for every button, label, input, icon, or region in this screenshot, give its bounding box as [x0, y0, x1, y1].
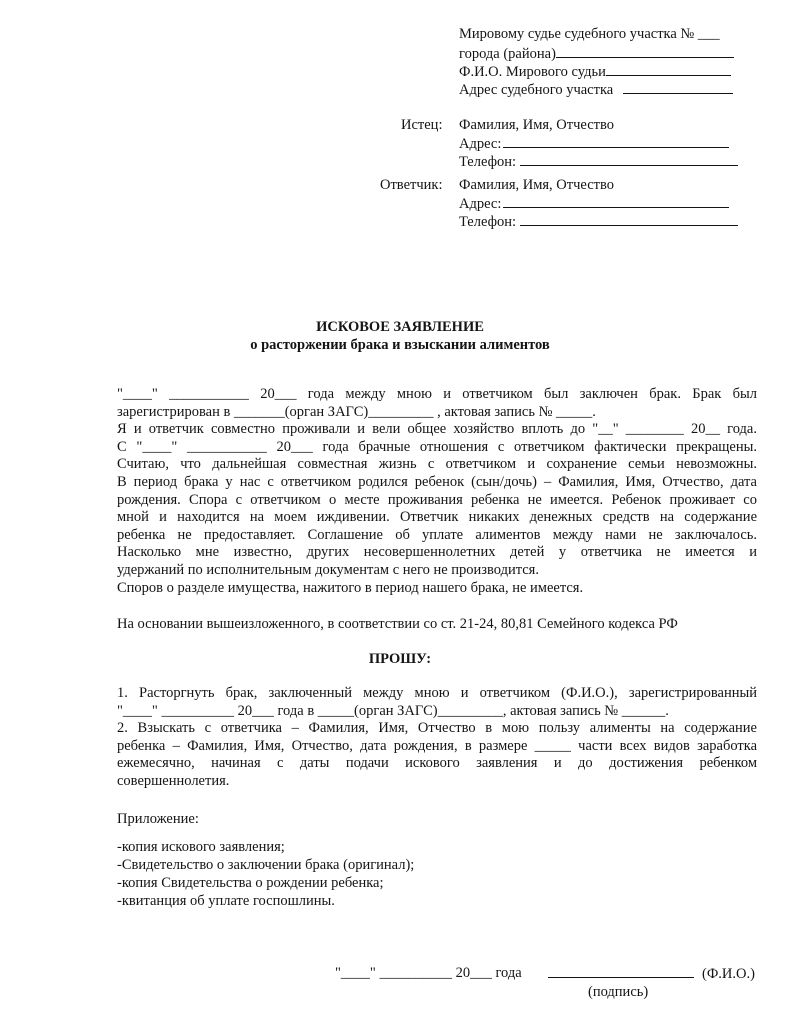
signature-line	[548, 964, 755, 983]
request-line: 1. Расторгнуть брак, заключенный между мною и ответчиком (Ф.И.О.), зарегистрированный	[117, 685, 757, 701]
defendant-phone-label: Телефон:	[459, 214, 517, 230]
defendant-address-label: Адрес:	[459, 196, 502, 212]
court-city-blank	[556, 44, 734, 58]
signature-caption: (подпись)	[588, 984, 649, 1000]
court-line-2	[459, 44, 734, 63]
body-line: Насколько мне известно, других несовершеннолетних детей у ответчика не имеется и	[117, 544, 757, 561]
body-line: Считаю, что дальнейшая совместная жизнь с ответчиком и сохранение семьи невозможны.	[117, 456, 757, 473]
attachments-heading: Приложение:	[117, 811, 199, 827]
judge-blank	[606, 62, 731, 76]
court-address-blank	[623, 80, 733, 94]
body-line: Споров о разделе имущества, нажитого в период нашего брака, не имеется.	[117, 579, 584, 596]
defendant-address-line	[459, 194, 729, 213]
attachment-item: -Свидетельство о заключении брака (оригинал);	[117, 857, 415, 873]
request-heading: ПРОШУ:	[368, 651, 432, 667]
court-address-label: Адрес судебного участка	[459, 82, 614, 98]
legal-basis: На основании вышеизложенного, в соответствии со ст. 21-24, 80,81 Семейного кодекса РФ	[117, 616, 678, 632]
defendant-phone-line	[459, 212, 738, 231]
judge-label: Ф.И.О. Мирового судьи	[459, 64, 606, 80]
attachment-item: -копия искового заявления;	[117, 839, 285, 855]
request-line: ребенка – Фамилия, Имя, Отчество, дата рождения, в размере _____ части всех видов заработка	[117, 737, 757, 754]
body-line: В период брака у нас с ответчиком родился ребенок (сын/дочь) – Фамилия, Имя, Отчество, дата	[117, 473, 757, 490]
signature-blank	[548, 964, 694, 978]
document-title: ИСКОВОЕ ЗАЯВЛЕНИЕ	[316, 319, 484, 335]
request-line: "____" __________ 20___ года в _____(орган ЗАГС)_________, актовая запись № ______.	[117, 702, 669, 719]
defendant-name: Фамилия, Имя, Отчество	[459, 177, 614, 193]
request-body	[117, 685, 757, 791]
document-subtitle: о расторжении брака и взыскании алиментов	[250, 337, 550, 353]
plaintiff-address-line	[459, 134, 729, 153]
defendant-role: Ответчик:	[380, 177, 443, 193]
signature-date: "____" __________ 20___ года	[335, 965, 522, 981]
court-line-1: Мировому судье судебного участка № ___	[459, 26, 720, 42]
attachment-item: -квитанция об уплате госпошлины.	[117, 893, 335, 909]
signature-fio: (Ф.И.О.)	[702, 966, 755, 982]
body-line: С "____" ___________ 20___ года брачные отношения с ответчиком фактически прекращены.	[117, 438, 757, 455]
claim-body	[117, 386, 757, 597]
defendant-phone-blank	[520, 212, 738, 226]
plaintiff-address-label: Адрес:	[459, 136, 502, 152]
judge-line	[459, 62, 731, 81]
body-line: удержаний по исполнительным документам с него не производится.	[117, 561, 539, 578]
body-line: ребенка не предоставляет. Соглашение об уплате алиментов между нами не заключалось.	[117, 526, 757, 543]
plaintiff-phone-label: Телефон:	[459, 154, 517, 170]
plaintiff-name: Фамилия, Имя, Отчество	[459, 117, 614, 133]
plaintiff-phone-line	[459, 152, 738, 171]
plaintiff-address-blank	[503, 134, 729, 148]
plaintiff-phone-blank	[520, 152, 738, 166]
defendant-address-blank	[503, 194, 729, 208]
attachment-item: -копия Свидетельства о рождении ребенка;	[117, 875, 384, 891]
request-line: 2. Взыскать с ответчика – Фамилия, Имя, Отчество в мою пользу алименты на содержание	[117, 720, 757, 737]
court-address-line	[459, 80, 733, 99]
body-line: мной и находится на моем иждивении. Ответчик никаких денежных средств на содержание	[117, 509, 757, 526]
body-line: зарегистрирован в _______(орган ЗАГС)_________ , актовая запись № _____.	[117, 403, 596, 420]
request-line: совершеннолетия.	[117, 772, 230, 789]
body-line: рождения. Спора с ответчиком о месте проживания ребенка не имеется. Ребенок проживает со	[117, 491, 757, 508]
court-city-label: города (района)	[459, 46, 556, 62]
plaintiff-role: Истец:	[401, 117, 443, 133]
request-line: ежемесячно, начиная с даты подачи искового заявления и до достижения ребенком	[117, 755, 757, 772]
body-line: "____" ___________ 20___ года между мною и ответчиком был заключен брак. Брак был	[117, 386, 757, 402]
body-line: Я и ответчик совместно проживали и вели общее хозяйство вплоть до "__" ________ 20__ года.	[117, 421, 757, 438]
